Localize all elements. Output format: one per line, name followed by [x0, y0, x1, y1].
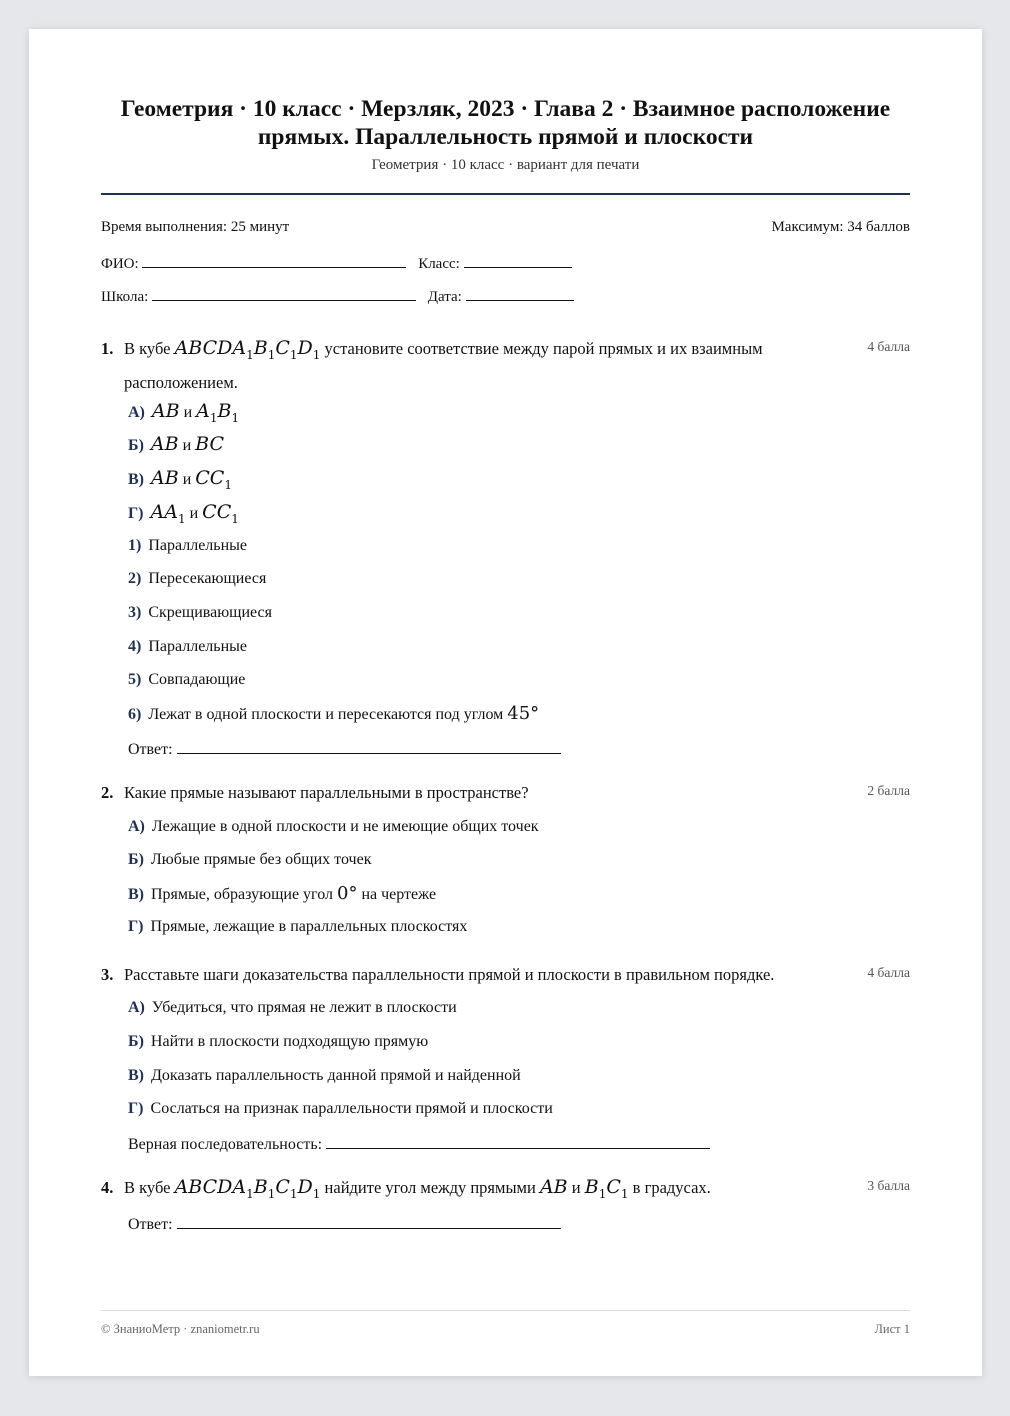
footer-divider [101, 1310, 910, 1311]
worksheet-page [29, 29, 982, 1376]
q2-option-b: Б) Любые прямые без общих точек [128, 851, 372, 868]
time-limit: Время выполнения: 25 минут [101, 219, 290, 235]
footer-left: © ЗнаниоМетр · znaniometr.ru [101, 1322, 260, 1336]
option-a: А) AB и $A_1B_1$ [128, 400, 240, 425]
question-points: 4 балла [867, 339, 910, 354]
question-1 [101, 335, 910, 396]
option-g: Г) $AA_1$ и $CC_1$ [128, 501, 239, 526]
fio-row [101, 253, 572, 273]
date-label: Дата: [427, 289, 462, 305]
school-label: Школа: [101, 289, 149, 305]
sequence-field[interactable] [326, 1134, 710, 1149]
option-b: Б) AB и BC [128, 433, 225, 455]
class-field[interactable] [464, 253, 572, 268]
q4-answer-field[interactable] [177, 1214, 561, 1229]
answer-option-3: 3) Скрещивающиеся [128, 604, 272, 621]
q2-option-a: А) Лежащие в одной плоскости и не имеющие общих точек [128, 818, 539, 835]
answer-field[interactable] [177, 739, 561, 754]
sequence-row: Верная последовательность: [128, 1134, 710, 1154]
footer-page: Лист 1 [874, 1322, 910, 1336]
q2-option-v: В) Прямые, образующие угол 0° на чертеже [128, 883, 437, 904]
question-number: 1. [101, 339, 114, 358]
question-text: В кубе $ABCDA_1B_1C_1D_1$ установите соответствие между парой прямых и их взаимным расположением. [124, 337, 763, 392]
header-divider [101, 193, 910, 195]
option-v: В) AB и $CC_1$ [128, 467, 232, 492]
q3-option-a: А) Убедиться, что прямая не лежит в плоскости [128, 999, 457, 1016]
title-line-2: прямых. Параллельность прямой и плоскости [257, 124, 754, 150]
q4-answer-row: Ответ: [128, 1214, 561, 1234]
answer-option-1: 1) Параллельные [128, 537, 247, 554]
answer-option-5: 5) Совпадающие [128, 671, 246, 688]
cube-name: $ABCDA_1B_1C_1D_1$ [174, 337, 321, 362]
date-field[interactable] [466, 286, 574, 301]
question-2: 2. Какие прямые называют параллельными в пространстве? 2 балла [101, 783, 910, 802]
answer-row: Ответ: [128, 739, 561, 759]
question-4: 4. В кубе $ABCDA_1B_1C_1D_1$ найдите угол между прямыми AB и $B_1C_1$ в градусах. 3 балла [101, 1176, 910, 1201]
title-line-1: Геометрия · 10 класс · Мерзляк, 2023 · Глава 2 · Взаимное расположение [120, 96, 891, 122]
q3-option-b: Б) Найти в плоскости подходящую прямую [128, 1033, 429, 1050]
fio-field[interactable] [142, 253, 406, 268]
answer-option-2: 2) Пересекающиеся [128, 570, 267, 587]
q2-option-g: Г) Прямые, лежащие в параллельных плоскостях [128, 918, 468, 935]
q3-option-g: Г) Сослаться на признак параллельности прямой и плоскости [128, 1100, 553, 1117]
fio-label: ФИО: [101, 256, 139, 272]
max-score: Максимум: 34 баллов [771, 219, 910, 235]
q3-option-v: В) Доказать параллельность данной прямой и найденной [128, 1067, 521, 1084]
school-field[interactable] [152, 286, 416, 301]
school-row [101, 286, 574, 306]
answer-option-6: 6) Лежат в одной плоскости и пересекаются под углом 45° [128, 703, 540, 724]
class-label: Класс: [418, 256, 460, 272]
page-title [101, 95, 910, 151]
question-3: 3. Расставьте шаги доказательства параллельности прямой и плоскости в правильном порядке. 4 балла [101, 965, 910, 984]
answer-option-4: 4) Параллельные [128, 638, 247, 655]
page-subtitle: Геометрия · 10 класс · вариант для печати [371, 157, 640, 173]
